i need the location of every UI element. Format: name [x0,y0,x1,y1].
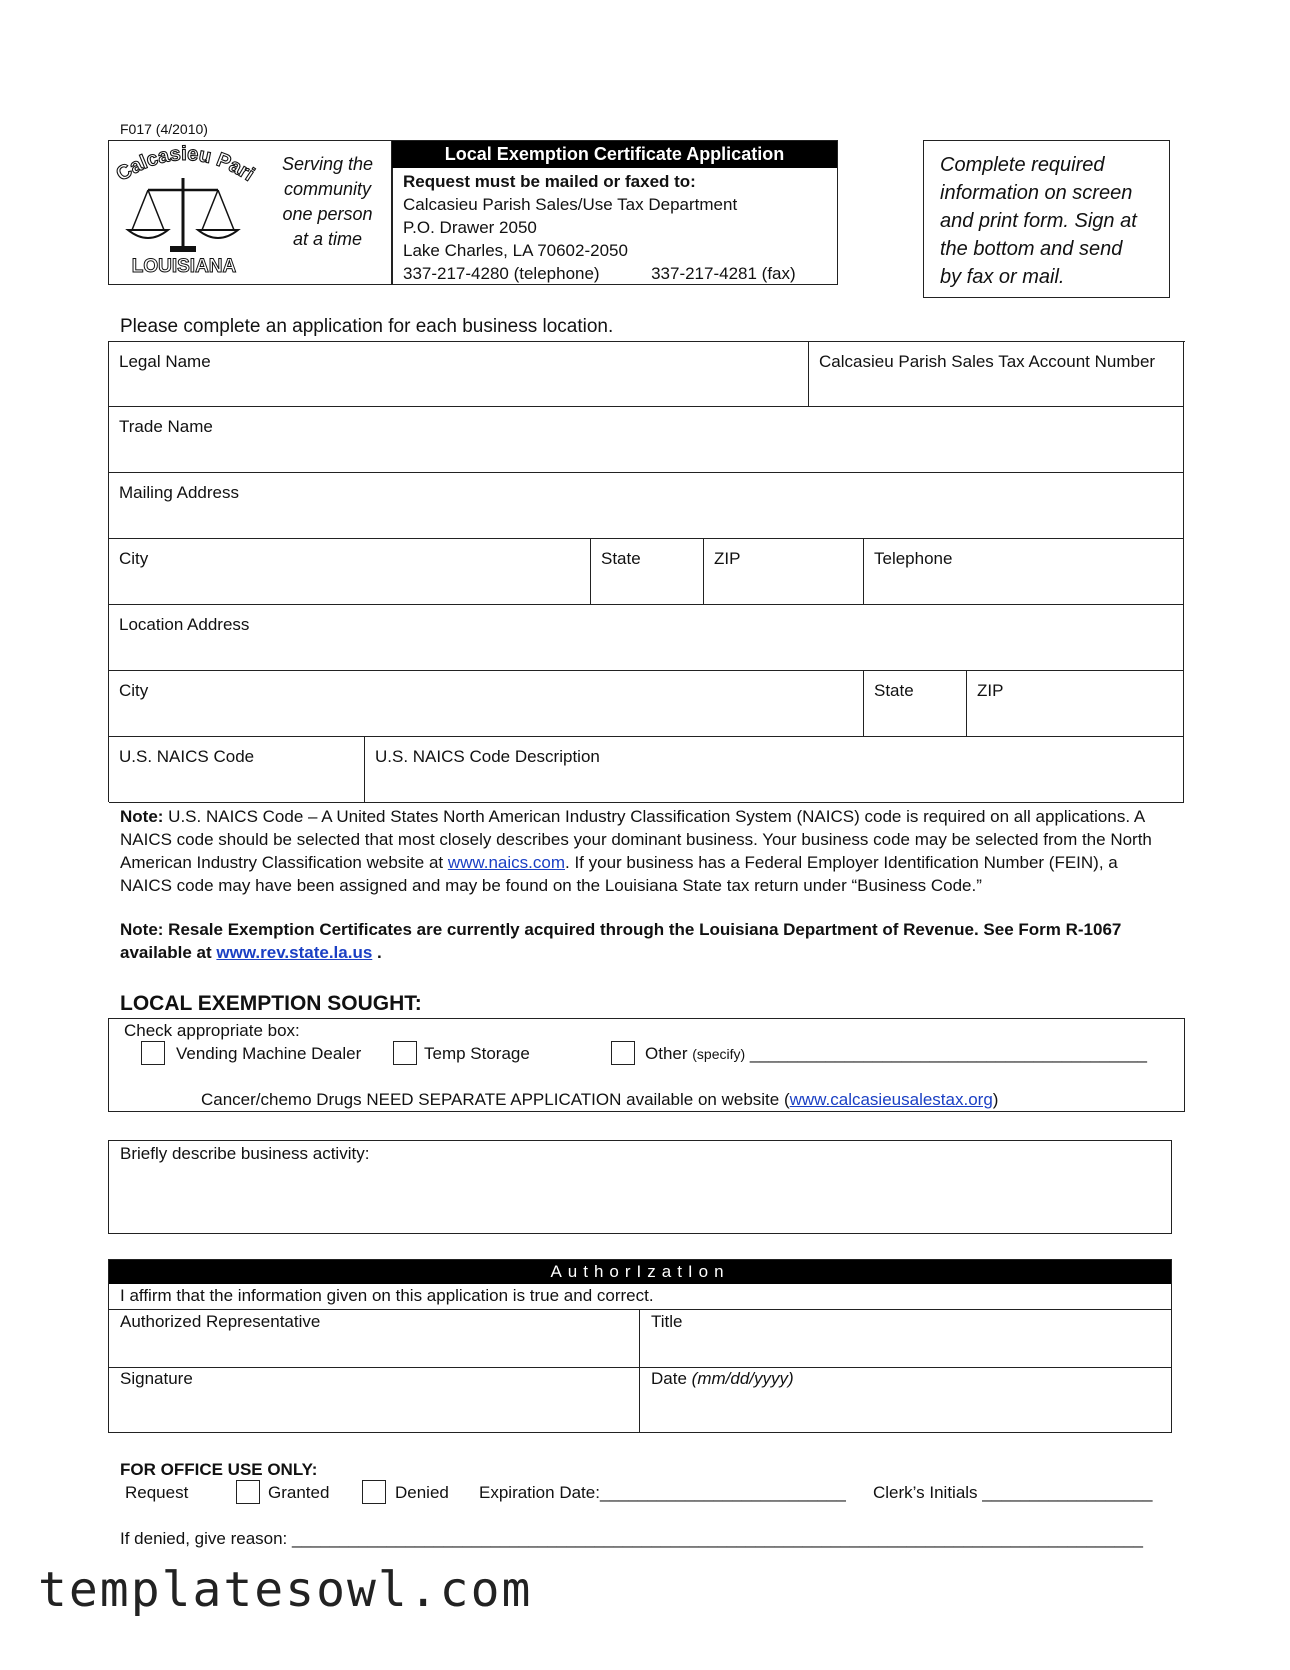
instruction-line: by fax or mail. [940,266,1065,288]
check-instruction: Check appropriate box: [124,1021,300,1040]
business-info-table [108,341,1185,802]
date-text: Date [651,1369,687,1388]
legal-name-label: Legal Name [119,352,211,371]
telephone-field[interactable] [864,539,1184,605]
instruction-line: information on screen [940,182,1133,204]
naics-link[interactable]: www.naics.com [447,853,565,872]
city-label: City [119,549,149,568]
telephone-number: 337-217-4280 (telephone) [403,264,600,283]
instructions-box [923,140,1170,298]
other-checkbox[interactable] [611,1041,635,1065]
naics-note [120,805,1200,897]
other-specify: (specify) [692,1046,746,1062]
temp-storage-checkbox[interactable] [393,1041,417,1065]
motto-line: Serving the [281,154,374,174]
calcasieu-sales-tax-link[interactable]: www.calcasieusalestax.org [789,1090,993,1109]
contact-line [403,262,796,285]
naics-description-label: U.S. NAICS Code Description [375,747,600,766]
note-line: NAICS code should be selected that most closely describes your dominant business. Your business code may be selected from the North [120,830,1152,849]
motto-line: community [283,179,372,199]
zip-label: ZIP [977,681,1004,700]
granted-checkbox[interactable] [236,1480,260,1504]
cancer-note-close: ) [992,1090,999,1109]
header-address [403,170,796,285]
location-address-label: Location Address [119,615,250,634]
parish-logo [110,142,260,280]
motto [265,152,390,252]
title-label: Title [651,1312,683,1331]
cancer-note-text: Cancer/chemo Drugs NEED SEPARATE APPLICATION available on website ( [201,1090,790,1109]
denied-reason-field[interactable]: If denied, give reason: __________________________________________________________________________________________ [120,1529,1143,1548]
temp-storage-label: Temp Storage [424,1044,530,1063]
account-number-label: Calcasieu Parish Sales Tax Account Number [819,352,1156,371]
date-label [651,1369,794,1389]
naics-code-field[interactable] [109,737,365,803]
instruction-line: the bottom and send [940,238,1123,260]
location-address-field[interactable] [109,605,1184,671]
naics-description-field[interactable] [365,737,1184,803]
exemption-heading: LOCAL EXEMPTION SOUGHT: [120,992,422,1015]
city-line: Lake Charles, LA 70602-2050 [403,241,628,260]
header-title: Local Exemption Certificate Application [444,144,785,164]
denied-checkbox[interactable] [362,1480,386,1504]
account-number-field[interactable] [809,342,1184,407]
authorized-rep-label: Authorized Representative [120,1312,321,1331]
denied-label: Denied [395,1483,449,1502]
telephone-label: Telephone [874,549,953,568]
other-specify-blank[interactable]: __________________________________________ [749,1044,1147,1063]
dept-name: Calcasieu Parish Sales/Use Tax Department [403,195,738,214]
legal-name-field[interactable] [109,342,809,407]
granted-label: Granted [268,1483,330,1502]
intro-text: Please complete an application for each business location. [120,316,614,337]
instruction-line: Complete required [940,154,1105,176]
state-label: State [601,549,641,568]
cancer-drugs-note [201,1090,998,1110]
affirm-text: I affirm that the information given on this application is true and correct. [120,1286,654,1305]
mailing-zip-field[interactable] [704,539,864,605]
resale-note-line: available at [120,943,217,962]
zip-label: ZIP [714,549,741,568]
mail-heading: Request must be mailed or faxed to: [403,172,696,191]
signature-label: Signature [120,1369,193,1388]
fax-number: 337-217-4281 (fax) [651,264,796,283]
trade-name-label: Trade Name [119,417,213,436]
state-label: State [874,681,914,700]
request-label: Request [125,1483,189,1502]
authorization-heading: AuthorIzatIon [550,1262,730,1281]
other-text: Other [645,1044,688,1063]
location-zip-field[interactable] [967,671,1184,737]
note-line: American Industry Classification website at [120,853,448,872]
resale-note [120,918,1200,964]
expiration-date-field[interactable]: Expiration Date:__________________________ [479,1483,846,1502]
naics-code-label: U.S. NAICS Code [119,747,255,766]
logo-arc-text: Calcasieu Pari [112,142,259,186]
resale-note-line: . [372,943,382,962]
mailing-address-label: Mailing Address [119,483,240,502]
location-state-field[interactable] [864,671,967,737]
vending-machine-label: Vending Machine Dealer [176,1044,362,1063]
instruction-line: and print form. Sign at [940,210,1137,232]
office-use-heading: FOR OFFICE USE ONLY: [120,1460,318,1479]
logo-bottom-text: LOUISIANA [131,256,237,277]
mailing-address-field[interactable] [109,473,1184,539]
motto-line: at a time [292,229,363,249]
note-line: U.S. NAICS Code – A United States North American Industry Classification System (NAICS) code is required on all applications. A [163,807,1146,826]
watermark: templatesowl.com [38,1562,533,1618]
mailing-state-field[interactable] [591,539,704,605]
date-format: (mm/dd/yyyy) [691,1369,794,1388]
clerk-initials-field[interactable]: Clerk’s Initials __________________ [873,1483,1153,1502]
rev-state-link[interactable]: www.rev.state.la.us [216,943,373,962]
motto-line: one person [282,204,373,224]
mailing-city-field[interactable] [109,539,591,605]
city-label: City [119,681,149,700]
form-id: F017 (4/2010) [120,121,208,137]
location-city-field[interactable] [109,671,864,737]
title-field[interactable] [641,1310,1171,1366]
other-label [645,1044,1147,1064]
vending-machine-checkbox[interactable] [141,1041,165,1065]
trade-name-field[interactable] [109,407,1184,473]
note-line: . If your business has a Federal Employer Identification Number (FEIN), a [565,853,1118,872]
note-label: Note: [120,807,164,826]
business-activity-label: Briefly describe business activity: [120,1144,370,1163]
resale-note-line: Note: Resale Exemption Certificates are currently acquired through the Louisiana Department of Revenue. See Form R-1067 [120,920,1122,939]
note-line: NAICS code may have been assigned and may be found on the Louisiana State tax return under “Business Code.” [120,876,982,895]
po-box: P.O. Drawer 2050 [403,218,537,237]
